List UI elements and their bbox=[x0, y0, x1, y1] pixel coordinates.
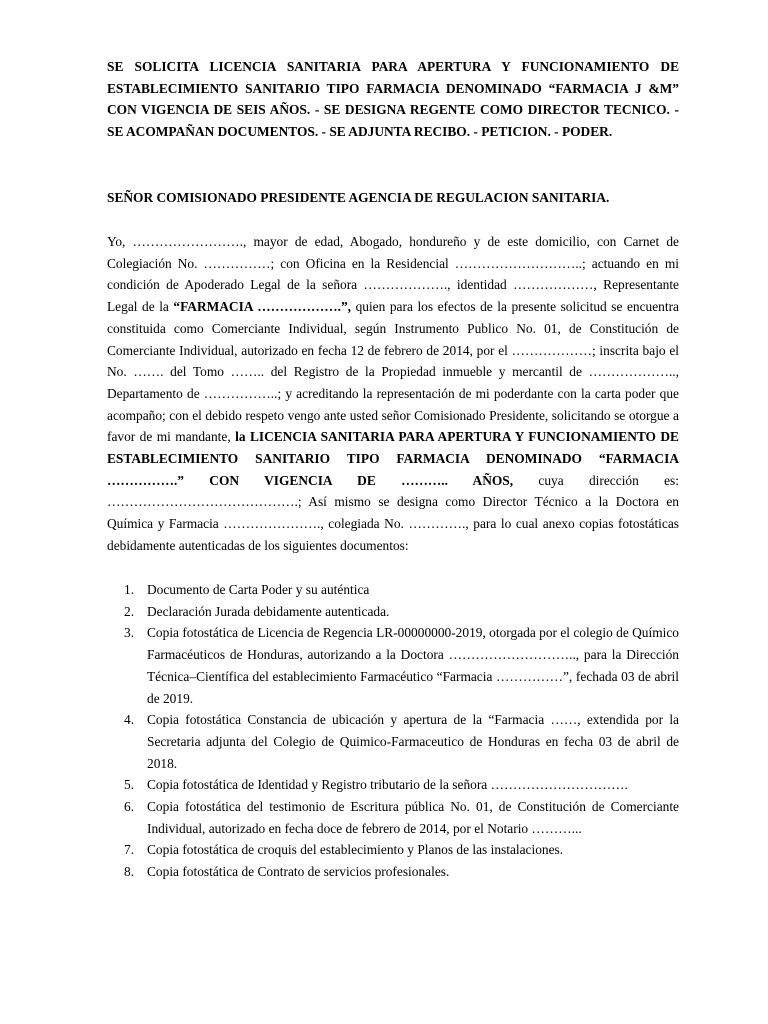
list-item bbox=[107, 861, 679, 883]
documents-list bbox=[107, 579, 679, 883]
list-item bbox=[107, 839, 679, 861]
list-item-text: Copia fotostática de croquis del establecimiento y Planos de las instalaciones. bbox=[147, 842, 564, 858]
list-item-text: Copia fotostática de Identidad y Registro tributario de la señora …………………………. bbox=[147, 777, 628, 793]
list-item bbox=[107, 579, 679, 601]
document-heading: SE SOLICITA LICENCIA SANITARIA PARA APERTURA Y FUNCIONAMIENTO DE ESTABLECIMIENTO SANITARIO TIPO FARMACIA DENOMINADO “FARMACIA J &M” CON VIGENCIA DE SEIS AÑOS. - SE DESIGNA REGENTE COMO DIRECTOR TECNICO. - SE ACOMPAÑAN DOCUMENTOS. - SE ADJUNTA RECIBO. - PETICION. - PODER. bbox=[107, 59, 679, 140]
list-item-text: Copia fotostática del testimonio de Escritura pública No. 01, de Constitución de Comerciante Individual, autorizado en fecha doce de febrero de 2014, por el Notario ………... bbox=[147, 799, 679, 836]
body-paragraph bbox=[107, 231, 679, 557]
list-item bbox=[107, 601, 679, 623]
list-item-text: Declaración Jurada debidamente autenticada. bbox=[147, 603, 390, 619]
list-item-text: Copia fotostática Constancia de ubicación y apertura de la “Farmacia ……, extendida por la Secretaria adjunta del Colegio de Quimico-Farmaceutico de Honduras en fecha 03 de abril de 2018. bbox=[147, 712, 679, 771]
list-item-number: 8. bbox=[124, 864, 135, 880]
list-item-number: 6. bbox=[124, 799, 135, 815]
list-item bbox=[107, 796, 679, 839]
body-text-1: Yo, ……………………., mayor de edad, Abogado, hondureño y de este domicilio, con Carnet de Colegiación No. ……………; con Oficina en la Residencial ………………………..; actuando en mi condición de Apoderado Legal de la señora ………………., identidad ………………, Representante Legal de la bbox=[107, 234, 679, 315]
list-item bbox=[107, 709, 679, 774]
list-item-text: Documento de Carta Poder y su auténtica bbox=[147, 582, 370, 597]
pharmacy-name-bold: “FARMACIA ……………….”, bbox=[173, 299, 352, 315]
list-item-number: 7. bbox=[124, 842, 135, 858]
list-item-text: Copia fotostática de Contrato de servicios profesionales. bbox=[147, 864, 450, 880]
list-item-text: Copia fotostática de Licencia de Regencia LR-00000000-2019, otorgada por el colegio de Químico Farmacéuticos de Honduras, autorizando a la Doctora ……………………….., para la Dirección Técnica–Científica del establecimiento Farmacéutico “Farmacia ……………”, fechada 03 de abril de 2019. bbox=[147, 625, 679, 706]
list-item-number: 2. bbox=[124, 603, 135, 619]
list-item-number: 1. bbox=[124, 582, 135, 597]
body-text-2: quien para los efectos de la presente solicitud se encuentra constituida como Comerciante Individual, según Instrumento Publico No. 01, de Constitución de Comerciante Individual, autorizado en fecha 12 de febrero de 2014, por el ………………; inscrita bajo el No. ……. del Tomo …….. del Registro de la Propiedad inmueble y mercantil de ……………….., Departamento de ……………..; y acreditando la representación de mi poderdante con la carta poder que acompaño; con el debido respeto vengo ante usted señor Comisionado Presidente, solicitando se otorgue a favor de mi mandante, bbox=[107, 299, 679, 445]
license-request-bold: la LICENCIA SANITARIA PARA APERTURA Y FUNCIONAMIENTO DE ESTABLECIMIENTO SANITARIO TIPO FARMACIA DENOMINADO “FARMACIA …………….” CON VIGENCIA DE ……….. AÑOS, bbox=[107, 429, 679, 488]
body-text-3: cuya dirección es: …………………………………….; Así mismo se designa como Director Técnico a la Doctora en Química y Farmacia …………………., colegiada No. …………., para lo cual anexo copias fotostáticas debidamente autenticadas de los siguientes documentos: bbox=[107, 472, 679, 553]
list-item bbox=[107, 622, 679, 709]
list-item-number: 3. bbox=[124, 625, 135, 641]
list-item-number: 5. bbox=[124, 777, 135, 793]
list-item bbox=[107, 774, 679, 796]
list-item-number: 4. bbox=[124, 712, 135, 728]
addressee-line: SEÑOR COMISIONADO PRESIDENTE AGENCIA DE REGULACION SANITARIA. bbox=[107, 190, 610, 205]
